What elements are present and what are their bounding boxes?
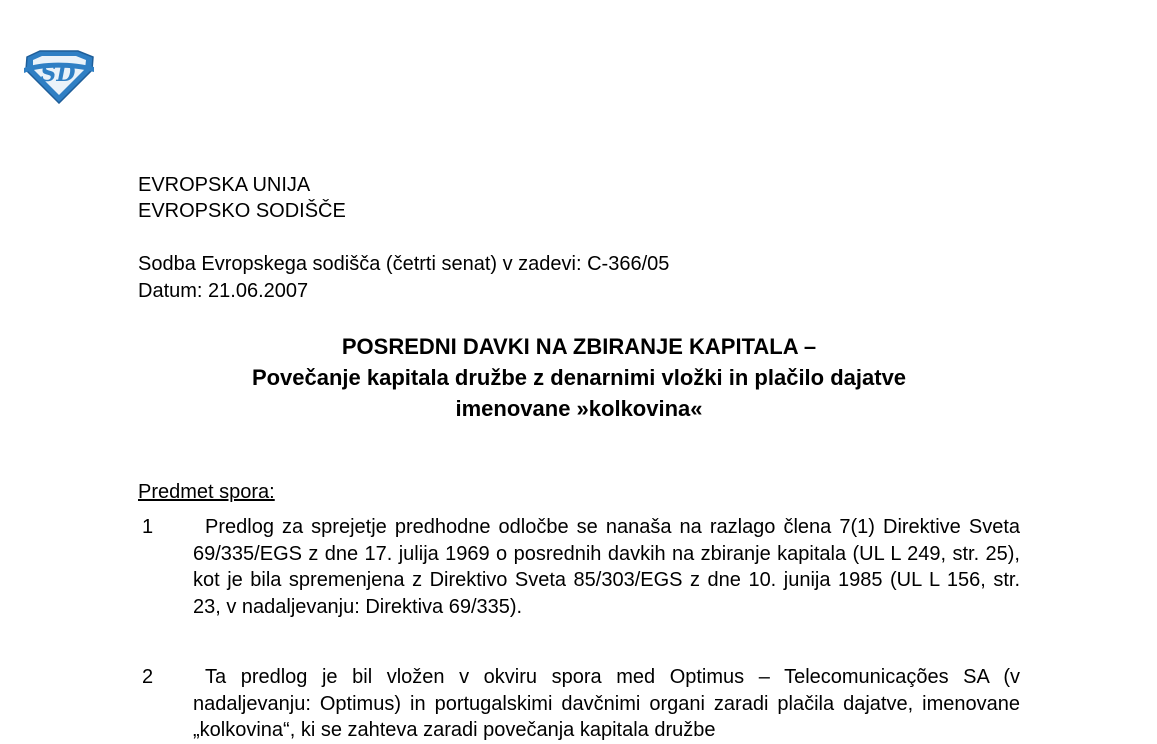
title-line-1: POSREDNI DAVKI NA ZBIRANJE KAPITALA – [341, 334, 817, 359]
court-logo-icon [22, 48, 96, 104]
paragraph-text: Predlog za sprejetje predhodne odločbe se nanaša na razlago člena 7(1) Direktive Sveta 69/335/EGS z dne 17. julija 1969 o posrednih davkih na zbiranje kapitala (UL L 249, str. 25), kot je bila spremenjena z Direktivo Sveta 85/303/EGS z dne 10. junija 1985 (UL L 156, str. 23, v nadaljevanju: Direktiva 69/335). [193, 516, 1020, 618]
title-line-2: Povečanje kapitala družbe z denarnimi vložki in plačilo dajatve [251, 365, 907, 390]
document-title [138, 331, 1020, 424]
court-header [138, 172, 346, 224]
case-date: Datum: 21.06.2007 [138, 280, 309, 302]
paragraph-item [138, 664, 1020, 744]
case-reference: Sodba Evropskega sodišča (četrti senat) v zadevi: C-366/05 [138, 253, 670, 275]
paragraph-text: Ta predlog je bil vložen v okviru spora med Optimus – Telecomunicações SA (v nadaljevanju: Optimus) in portugalskimi davčnimi organi zaradi plačila dajatve, imenovane „kolkovina“, ki se zahteva zaradi povečanja kapitala družbe [193, 666, 1020, 741]
svg-text:SD: SD [40, 61, 76, 87]
paragraph-number: 2 [142, 666, 154, 688]
paragraph-item [138, 514, 1020, 620]
header-union: EVROPSKA UNIJA [138, 174, 311, 196]
title-line-3: imenovane »kolkovina« [455, 396, 703, 421]
header-court: EVROPSKO SODIŠČE [138, 200, 346, 222]
case-info [138, 251, 669, 305]
subject-heading: Predmet spora: [138, 481, 275, 503]
paragraph-number: 1 [142, 516, 154, 538]
